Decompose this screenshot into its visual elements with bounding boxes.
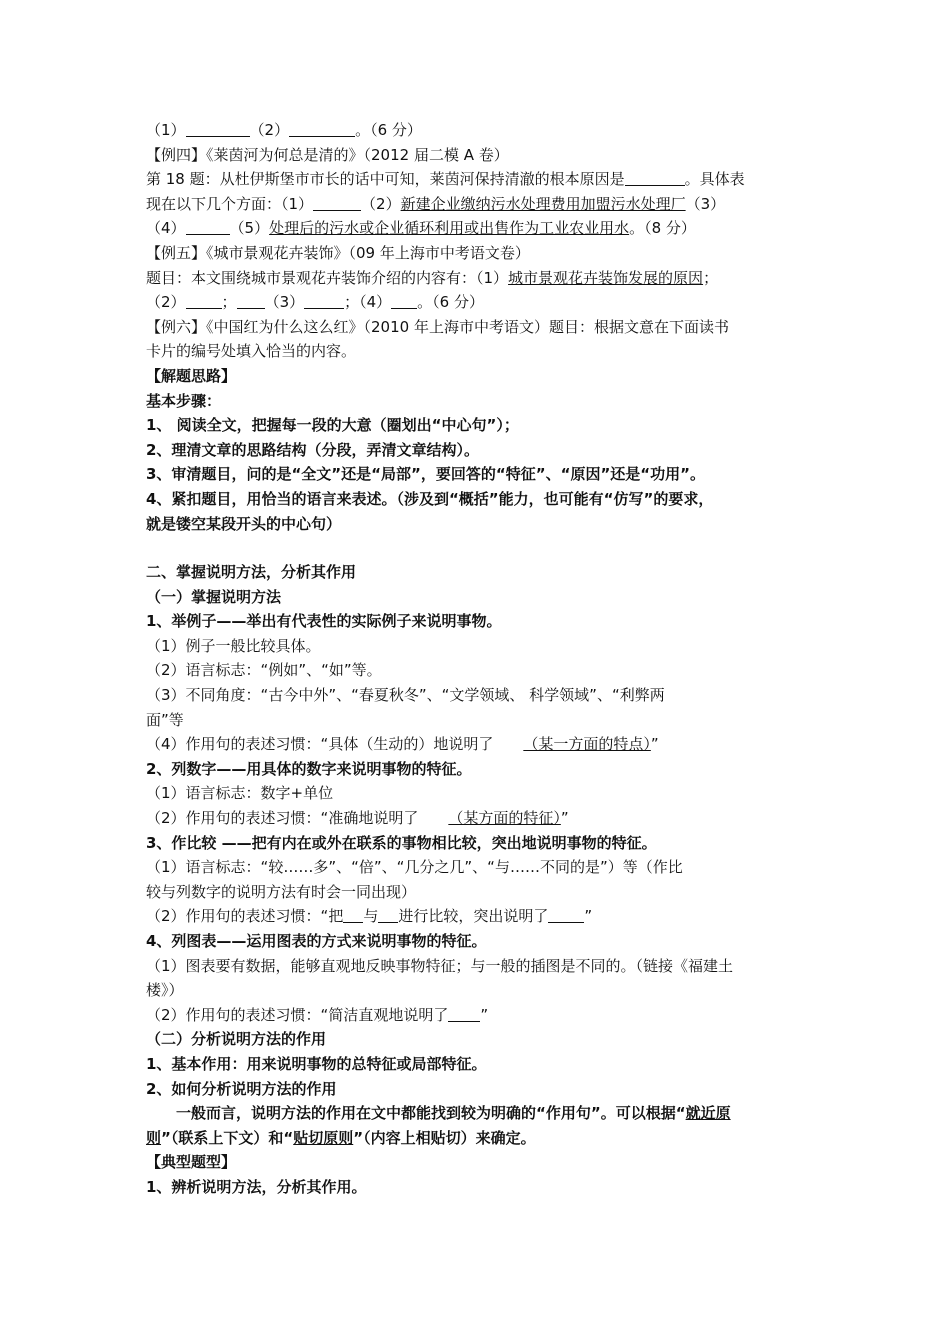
blank-field[interactable] xyxy=(186,121,250,137)
method-3-item-1-line-2: 较与列数字的说明方法有时会一同出现） xyxy=(146,882,417,901)
underlined-principle: 就近原 xyxy=(685,1104,731,1123)
paragraph-gap xyxy=(146,536,826,560)
step-1: 1、 阅读全文，把握每一段的大意（圈划出“中心句”）； xyxy=(146,416,519,435)
method-4-title: 4、列图表——运用图表的方式来说明事物的特征。 xyxy=(146,932,487,950)
document-page xyxy=(146,118,826,1200)
method-1-item-4: （4）作用句的表述习惯：“具体（生动的）地说明了 （某一方面的特点）” xyxy=(146,735,659,754)
basic-steps-label: 基本步骤： xyxy=(146,391,222,410)
step-4-line-2: 就是镂空某段开头的中心句） xyxy=(146,514,342,533)
method-3-item-2: （2）作用句的表述习惯：“把 与 进行比较，突出说明了 ” xyxy=(146,907,593,926)
underlined-answer: 处理后的污水或企业循环利用或出售作为工业农业用水 xyxy=(269,219,630,238)
function-1: 1、基本作用：用来说明事物的总特征或局部特征。 xyxy=(146,1054,487,1073)
typical-question-heading: 【典型题型】 xyxy=(146,1153,237,1172)
subheading-2-2: （二）分析说明方法的作用 xyxy=(146,1030,327,1049)
heading-2: 二、掌握说明方法，分析其作用 xyxy=(146,563,357,582)
blank-field[interactable] xyxy=(304,293,344,309)
example-4-title: 【例四】《莱茵河为何总是清的》（2012 届二模 A 卷） xyxy=(146,145,509,164)
blank-field[interactable] xyxy=(548,907,584,923)
blank-field[interactable] xyxy=(343,907,363,923)
question-18-line-3: （4） （5）处理后的污水或企业循环利用或出售作为工业农业用水。（8 分） xyxy=(146,219,696,238)
method-1-item-2: （2）语言标志：“例如”、“如”等。 xyxy=(146,661,382,680)
step-3: 3、审清题目，问的是“全文”还是“局部”，要回答的“特征”、“原因”还是“功用”。 xyxy=(146,465,706,484)
blank-field[interactable] xyxy=(625,170,685,186)
subheading-2-1: （一）掌握说明方法 xyxy=(146,587,282,606)
question-5-line-2: （2） ； （3） ；（4） 。（6 分） xyxy=(146,293,484,312)
blank-field[interactable] xyxy=(313,195,361,211)
blank-field[interactable] xyxy=(186,219,230,235)
function-2-paragraph-line-1: 一般而言，说明方法的作用在文中都能找到较为明确的“作用句”。可以根据“就近原 xyxy=(176,1104,731,1123)
question-5-line-1: 题目：本文围绕城市景观花卉装饰介绍的内容有：（1）城市景观花卉装饰发展的原因； xyxy=(146,268,719,287)
method-1-item-1: （1）例子一般比较具体。 xyxy=(146,636,321,655)
typical-question-1: 1、辨析说明方法，分析其作用。 xyxy=(146,1177,367,1196)
blank-field[interactable] xyxy=(237,293,265,309)
step-2: 2、理清文章的思路结构（分段，弄清文章结构）。 xyxy=(146,440,479,459)
method-4-item-2: （2）作用句的表述习惯：“简洁直观地说明了 ” xyxy=(146,1005,489,1024)
example-5-title: 【例五】《城市景观花卉装饰》（09 年上海市中考语文卷） xyxy=(146,243,530,262)
method-4-item-1-line-1: （1）图表要有数据，能够直观地反映事物特征；与一般的插图是不同的。（链接《福建土 xyxy=(146,956,734,975)
blank-field[interactable] xyxy=(391,293,417,309)
underlined-principle: 则 xyxy=(146,1128,162,1147)
blank-field[interactable] xyxy=(289,121,355,137)
underlined-answer: 新建企业缴纳污水处理费用加盟污水处理厂 xyxy=(400,194,686,213)
blank-field[interactable] xyxy=(448,1006,480,1022)
section-heading-solution-approach: 【解题思路】 xyxy=(146,366,237,385)
question-18-line-1: 第 18 题：从杜伊斯堡市市长的话中可知，莱茵河保持清澈的根本原因是 。具体表 xyxy=(146,170,745,189)
blank-field[interactable] xyxy=(186,293,222,309)
method-2-item-2: （2）作用句的表述习惯：“准确地说明了 （某方面的特征）” xyxy=(146,809,569,828)
method-2-item-1: （1）语言标志：数字+单位 xyxy=(146,784,334,803)
step-4-line-1: 4、紧扣题目，用恰当的语言来表述。（涉及到“概括”能力，也可能有“仿写”的要求， xyxy=(146,489,714,508)
method-1-item-3-line-2: 面”等 xyxy=(146,710,184,729)
method-3-title: 3、作比较 ——把有内在或外在联系的事物相比较，突出地说明事物的特征。 xyxy=(146,833,657,852)
underlined-answer: （某方面的特征） xyxy=(448,809,561,828)
method-3-item-1-line-1: （1）语言标志：“较……多”、“倍”、“几分之几”、“与……不同的是”）等（作比 xyxy=(146,858,683,877)
answer-line-1: （1） （2） 。（6 分） xyxy=(146,121,422,139)
underlined-answer: （某一方面的特点） xyxy=(523,735,651,754)
method-4-item-1-line-2: 楼》） xyxy=(146,981,184,1000)
method-2-title: 2、列数字——用具体的数字来说明事物的特征。 xyxy=(146,759,472,778)
example-6-line-1: 【例六】《中国红为什么这么红》（2010 年上海市中考语文）题目：根据文意在下面读书 xyxy=(146,317,729,336)
underlined-answer: 城市景观花卉装饰发展的原因 xyxy=(508,268,704,287)
method-1-title: 1、举例子——举出有代表性的实际例子来说明事物。 xyxy=(146,612,502,631)
underlined-principle: 贴切原则 xyxy=(293,1128,354,1147)
function-2-paragraph-line-2: 则”（联系上下文）和“贴切原则”（内容上相贴切）来确定。 xyxy=(146,1128,536,1147)
method-1-item-3-line-1: （3）不同角度：“古今中外”、“春夏秋冬”、“文学领域、 科学领域”、“利弊两 xyxy=(146,686,665,705)
blank-field[interactable] xyxy=(378,907,398,923)
question-18-line-2: 现在以下几个方面：（1） （2）新建企业缴纳污水处理费用加盟污水处理厂（3） xyxy=(146,194,726,213)
example-6-line-2: 卡片的编号处填入恰当的内容。 xyxy=(146,342,357,361)
function-2: 2、如何分析说明方法的作用 xyxy=(146,1079,337,1098)
